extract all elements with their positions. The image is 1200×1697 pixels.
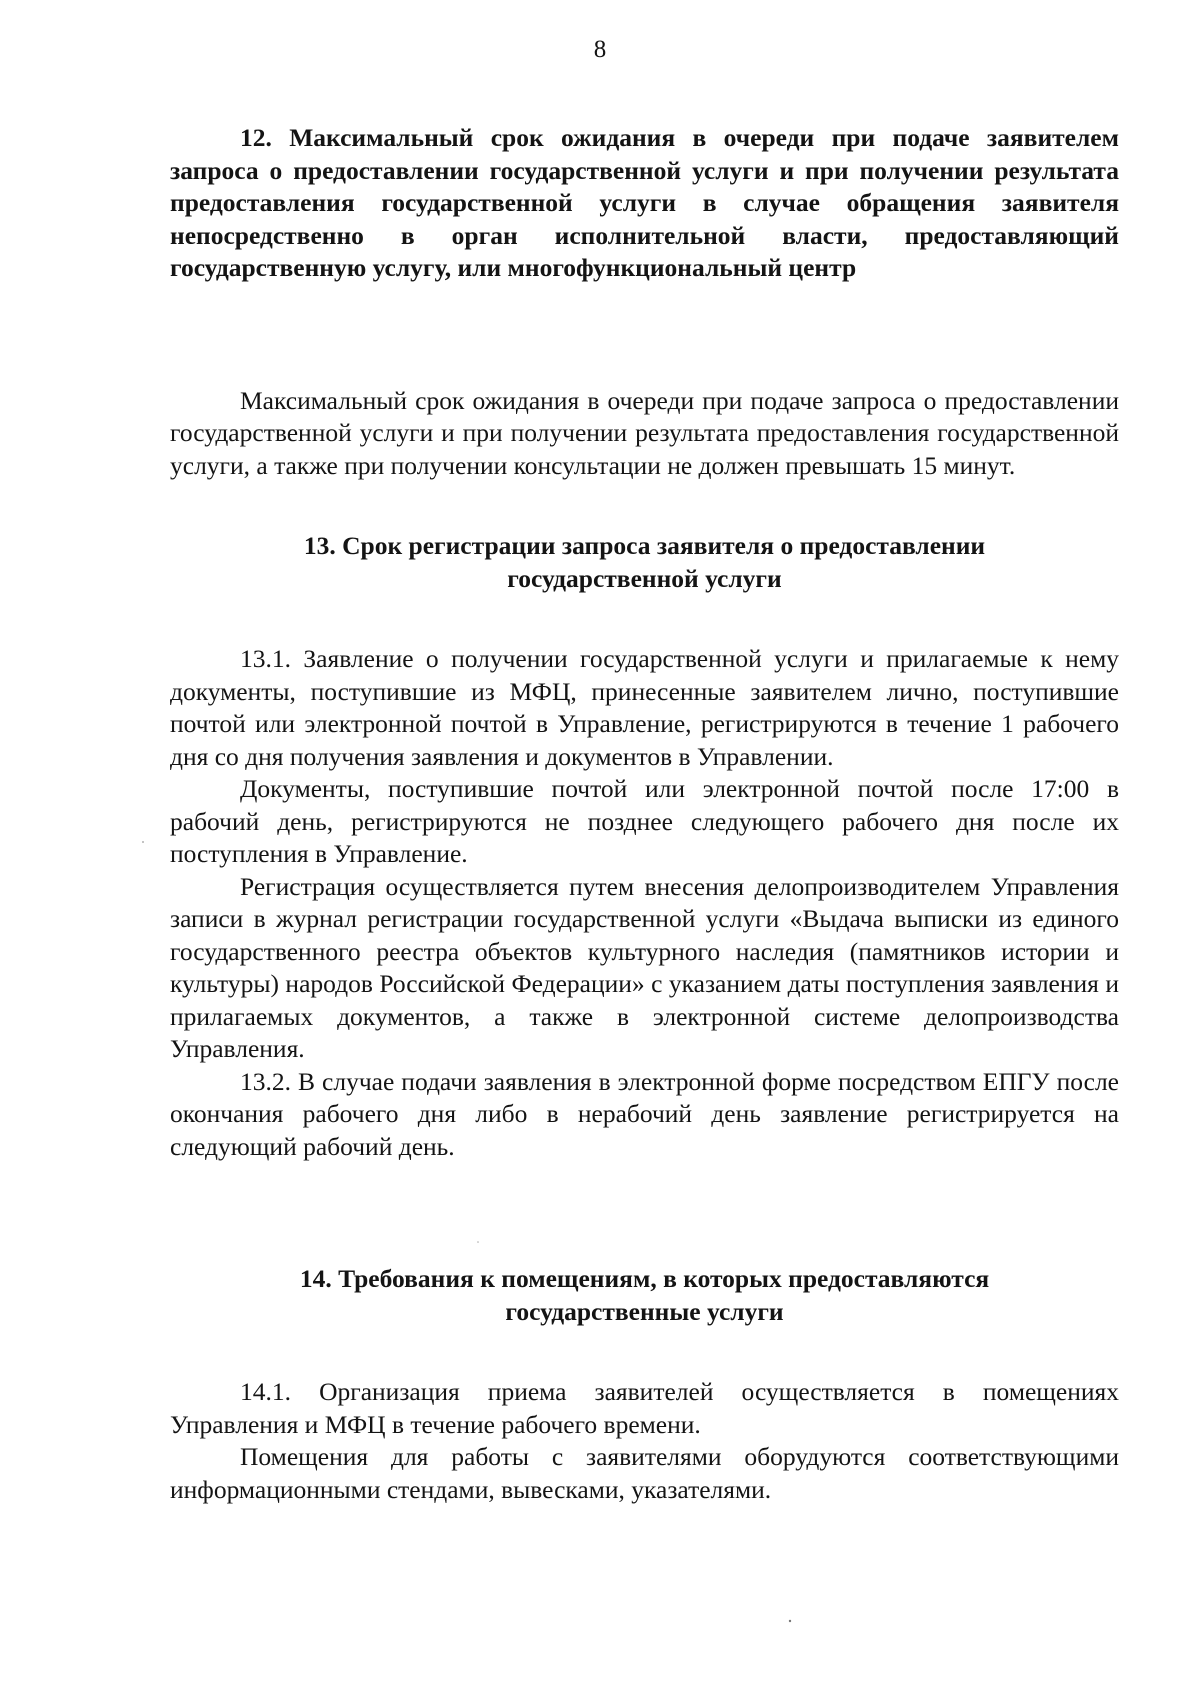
section-13-paragraph-4: 13.2. В случае подачи заявления в электронной форме посредством ЕПГУ после окончания рабочего дня либо в нерабочий день заявление регистрируется на следующий рабочий день. [170, 1066, 1119, 1161]
spacer [170, 1328, 1119, 1376]
document-body [170, 122, 1119, 1506]
section-13-heading: 13. Срок регистрации запроса заявителя о предоставлении государственной услуги [303, 531, 986, 593]
section-12-paragraph-1: Максимальный срок ожидания в очереди при подаче запроса о предоставлении государственной услуги и при получении результата предоставления государственной услуги, а также при получении консультации не должен превышать 15 минут. [170, 385, 1119, 480]
scan-speck [789, 1620, 791, 1622]
section-14-paragraph-1: 14.1. Организация приема заявителей осуществляется в помещениях Управления и МФЦ в течение рабочего времени. [170, 1377, 1119, 1439]
section-13-paragraph-3: Регистрация осуществляется путем внесения делопроизводителем Управления записи в журнал регистрации государственной услуги «Выдача выписки из единого государственного реестра объектов культурного наследия (памятников истории и культуры) народов Российской Федерации» с указанием даты поступления заявления и прилагаемых документов, а также в электронной системе делопроизводства Управления. [170, 871, 1119, 1063]
spacer [170, 1163, 1119, 1263]
scan-speck [142, 841, 144, 843]
spacer [170, 285, 1119, 385]
section-14-paragraph-2: Помещения для работы с заявителями оборудуются соответствующими информационными стендами, вывесками, указателями. [170, 1442, 1119, 1504]
section-14-heading: 14. Требования к помещениям, в которых предоставляются государственные услуги [299, 1264, 990, 1326]
page-number: 8 [593, 36, 607, 63]
spacer [170, 595, 1119, 643]
section-13-paragraph-1: 13.1. Заявление о получении государственной услуги и прилагаемые к нему документы, поступившие из МФЦ, принесенные заявителем лично, поступившие почтой или электронной почтой в Управление, регистрируются в течение 1 рабочего дня со дня получения заявления и документов в Управлении. [170, 644, 1119, 771]
section-12-heading: 12. Максимальный срок ожидания в очереди при подаче заявителем запроса о предоставлении государственной услуги и при получении результата предоставления государственной услуги в случае обращения заявителя непосредственно в орган исполнительной власти, предоставляющий государственную услугу, или многофункциональный центр [170, 123, 1119, 282]
spacer [170, 482, 1119, 530]
section-13-paragraph-2: Документы, поступившие почтой или электронной почтой после 17:00 в рабочий день, регистрируются не позднее следующего рабочего дня после их поступления в Управление. [170, 774, 1119, 868]
